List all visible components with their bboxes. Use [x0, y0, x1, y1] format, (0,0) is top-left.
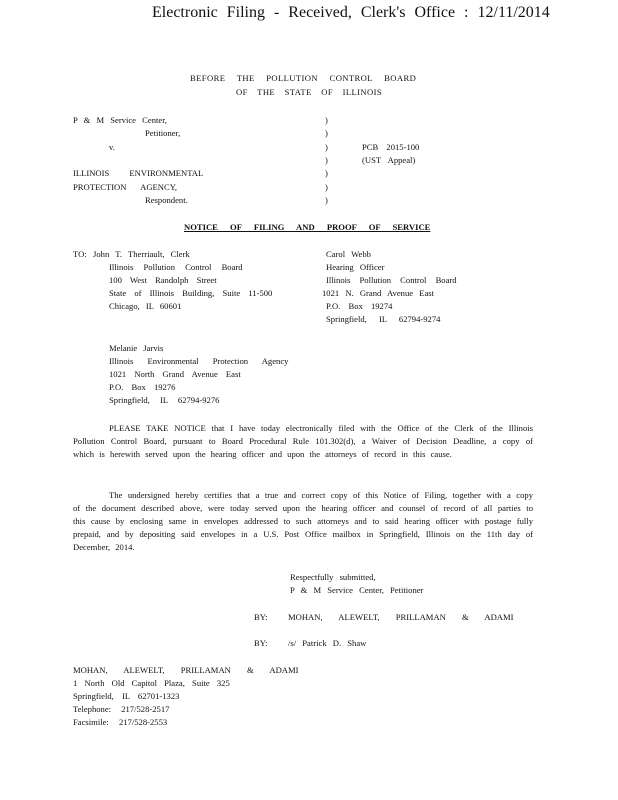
filing-stamp-header: Electronic Filing - Received, Clerk's Office : 12/11/2014 [152, 4, 550, 21]
petitioner-name: P & M Service Center, [73, 115, 167, 125]
address-line: Illinois Pollution Control Board [326, 275, 457, 285]
case-number: PCB 2015-100 [362, 142, 420, 152]
versus-label: v. [109, 142, 115, 152]
by-label: BY: [254, 638, 268, 648]
address-line: Illinois Environmental Protection Agency [109, 356, 289, 366]
address-line: P.O. Box 19274 [326, 301, 393, 311]
notice-paragraph: PLEASE TAKE NOTICE that I have today electronically filed with the Office of the Clerk of the Illinois Pollution Control Board, pursuant to Board Procedural Rule 101.302(d), a Waiver of Decision Deadline, a copy of which is herewith served upon the hearing officer and upon the attorneys of record in this cause. [73, 423, 533, 459]
caption-bracket: ) [325, 182, 328, 192]
caption-bracket: ) [325, 168, 328, 178]
address-line: 100 West Randolph Street [109, 275, 217, 285]
petitioner-role: Petitioner, [145, 128, 181, 138]
address-line: Illinois Pollution Control Board [109, 262, 243, 272]
address-line: 1021 N. Grand Avenue East [322, 288, 435, 298]
board-title-line1: BEFORE THE POLLUTION CONTROL BOARD [190, 73, 417, 83]
firm-name: MOHAN, ALEWELT, PRILLAMAN & ADAMI [73, 665, 299, 675]
respondent-line1: ILLINOIS ENVIRONMENTAL [73, 168, 204, 178]
caption-bracket: ) [325, 155, 328, 165]
board-title-line2: OF THE STATE OF ILLINOIS [236, 87, 383, 97]
respondent-role: Respondent. [145, 195, 188, 205]
address-line: Melanie Jarvis [109, 343, 164, 353]
caption-bracket: ) [325, 128, 328, 138]
firm-facsimile: Facsimile: 217/528-2553 [73, 717, 168, 727]
signer-name: /s/ Patrick D. Shaw [288, 638, 367, 648]
notice-title: NOTICE OF FILING AND PROOF OF SERVICE [184, 222, 431, 232]
caption-bracket: ) [325, 142, 328, 152]
agency-address-block [109, 342, 288, 407]
firm-address-line: Springfield, IL 62701-1323 [73, 691, 180, 701]
respondent-line2: PROTECTION AGENCY, [73, 182, 177, 192]
firm-telephone: Telephone: 217/528-2517 [73, 704, 170, 714]
firm-signature-line: MOHAN, ALEWELT, PRILLAMAN & ADAMI [288, 612, 514, 622]
by-label: BY: [254, 612, 268, 622]
case-type: (UST Appeal) [362, 155, 416, 165]
firm-address-block [73, 664, 298, 729]
address-line: 1021 North Grand Avenue East [109, 369, 241, 379]
address-line: Hearing Officer [326, 262, 385, 272]
signing-party: P & M Service Center, Petitioner [290, 585, 424, 595]
address-line: Carol Webb [326, 249, 371, 259]
address-line: Springfield, IL 62794-9276 [109, 395, 220, 405]
address-line: State of Illinois Building, Suite 11-500 [109, 288, 273, 298]
closing: Respectfully submitted, [290, 572, 376, 582]
address-line: P.O. Box 19276 [109, 382, 176, 392]
address-line: Springfield, IL 62794-9274 [326, 314, 441, 324]
caption-bracket: ) [325, 195, 328, 205]
caption-bracket: ) [325, 115, 328, 125]
proof-of-service-paragraph: The undersigned hereby certifies that a true and correct copy of this Notice of Filing, together with a copy of the document described above, were today served upon the hearing officer and counsel of record of all parties to this cause by enclosing same in envelopes addressed to such attorneys and to said hearing officer with postage fully prepaid, and by depositing said envelopes in a U.S. Post Office mailbox in Springfield, Illinois on the 11th day of December, 2014. [73, 490, 533, 552]
to-label: TO: [73, 249, 87, 259]
hearing-officer-address-block [322, 248, 457, 326]
address-line: Chicago, IL 60601 [109, 301, 182, 311]
address-line: John T. Therriault, Clerk [93, 249, 190, 259]
clerk-address-block [93, 248, 272, 313]
firm-address-line: 1 North Old Capitol Plaza, Suite 325 [73, 678, 230, 688]
